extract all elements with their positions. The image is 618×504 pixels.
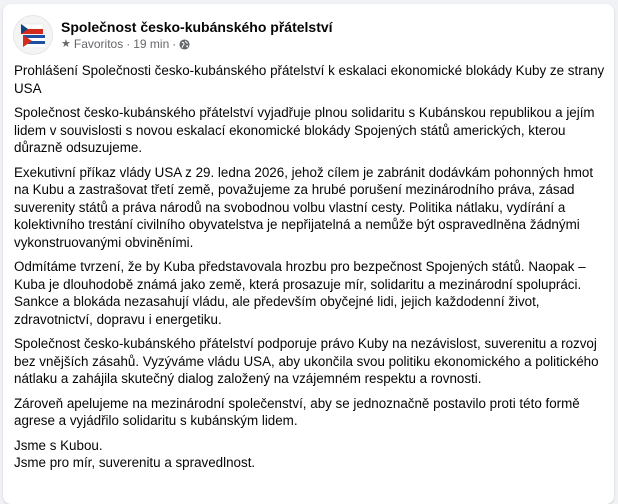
paragraph-line: Jsme s Kubou.: [14, 437, 103, 453]
post-text: [14, 62, 606, 479]
avatar[interactable]: [13, 15, 53, 55]
paragraph-line: Společnost česko-kubánského přátelství podporuje právo Kuby na nezávislost, suverenitu a rozvoj: [14, 336, 597, 351]
paragraph-line: USA: [14, 80, 42, 96]
flags-logo-icon: [14, 16, 52, 54]
paragraph-line: Společnost česko-kubánského přátelství vyjadřuje plnou solidaritu s Kubánskou republikou a jejím: [14, 105, 595, 120]
timestamp[interactable]: 19 min: [133, 37, 170, 51]
post-paragraph: [14, 335, 606, 388]
paragraph-line: Kuba je dlouhodobě známá jako země, která prosazuje mír, solidaritu a mezinárodní spolupráci.: [14, 276, 582, 292]
post-paragraph: [14, 164, 606, 252]
post-paragraph: [14, 437, 606, 472]
paragraph-line: Jsme pro mír, suverenitu a spravedlnost.: [14, 455, 256, 470]
paragraph-line: důrazně odsuzujeme.: [14, 140, 143, 155]
paragraph-line: kolektivního trestání civilního obyvatelstva je nepřijatelná a nemůže být ospravedlněna žádnými: [14, 217, 580, 232]
author-name[interactable]: Společnost česko-kubánského přátelství: [61, 19, 333, 35]
paragraph-line: vykonstruovanými obviněními.: [14, 234, 194, 250]
paragraph-line: bez vnějších zásahů. Vyzýváme vládu USA, aby ukončila svou politiku ekonomického a politického: [14, 353, 599, 369]
star-icon: ★: [61, 38, 71, 50]
paragraph-line: Odmítáme tvrzení, že by Kuba představovala hrozbu pro bezpečnost Spojených států. Naopak –: [14, 259, 586, 274]
post-paragraph: [14, 62, 606, 97]
paragraph-line: zdravotnictví, dopravu i energetiku.: [14, 311, 222, 327]
paragraph-line: Zároveň apelujeme na mezinárodní společenství, aby se jednoznačně postavilo proti této formě: [14, 395, 580, 411]
separator: ·: [126, 37, 131, 51]
paragraph-line: lidem v souvislosti s novou eskalací ekonomické blokády Spojených států amerických, kterou: [14, 122, 566, 138]
post-paragraph: [14, 395, 606, 430]
post-paragraph: [14, 258, 606, 328]
separator: ·: [172, 37, 177, 51]
audience-label[interactable]: Favoritos: [73, 37, 124, 51]
paragraph-line: na Kubu a zastrašovat třetí země, považujeme za hrubé porušení mezinárodního práva, zásad: [14, 182, 575, 197]
paragraph-line: nátlaku a zahájila skutečný dialog založený na vzájemném respektu a rovnosti.: [14, 371, 482, 386]
post-meta: [61, 36, 333, 52]
paragraph-line: suverenity států a práva národů na svobodnou volbu vlastní cesty. Politika nátlaku, vydírání a: [14, 199, 566, 215]
paragraph-line: Sankce a blokáda nezasahují vládu, ale především obyčejné lidi, jejich každodenní život,: [14, 294, 540, 309]
paragraph-line: Exekutivní příkaz vlády USA z 29. ledna 2026, jehož cílem je zabránit dodávkám pohonných hmot: [14, 164, 594, 180]
post-paragraph: [14, 104, 606, 157]
post-header: [13, 15, 333, 55]
globe-icon[interactable]: [179, 39, 190, 50]
post-card: [3, 4, 614, 504]
paragraph-line: agrese a vyjádřilo solidaritu s kubánským lidem.: [14, 413, 298, 428]
paragraph-line: Prohlášení Společnosti česko-kubánského přátelství k eskalaci ekonomické blokády Kuby ze strany: [14, 63, 605, 78]
